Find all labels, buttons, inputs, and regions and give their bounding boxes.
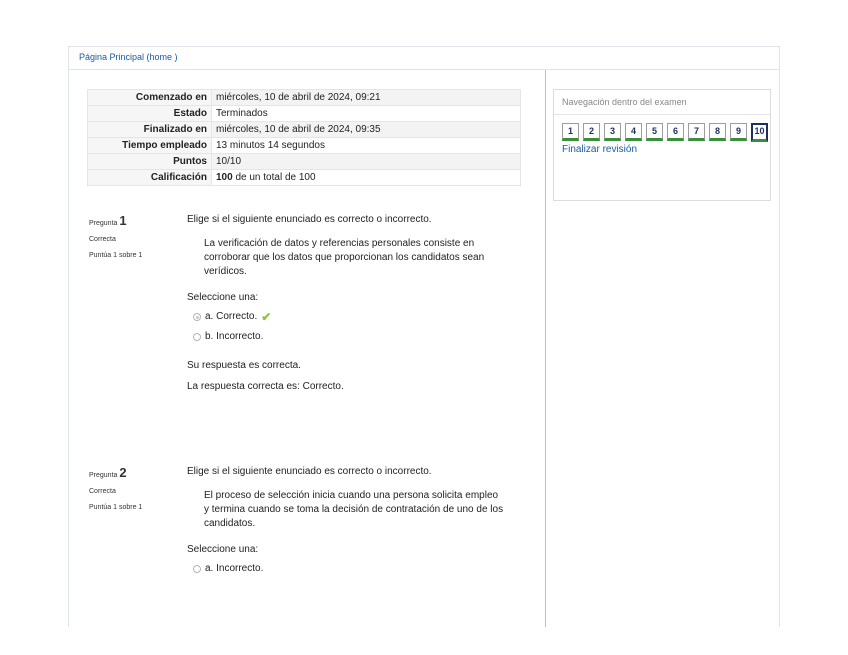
question-text: Elige si el siguiente enunciado es correcto o incorrecto. [187, 214, 432, 225]
nav-question-button[interactable]: 8 [709, 123, 726, 141]
question-number: Pregunta 2 [89, 465, 127, 480]
answer-option-a[interactable] [193, 309, 507, 325]
question-info [89, 465, 184, 516]
correct-answer-text: La respuesta correcta es: Correcto. [187, 381, 344, 392]
quiz-navigation-buttons [554, 115, 770, 142]
question-content [187, 213, 507, 401]
question-statement: La verificación de datos y referencias personales consiste en corroborar que los datos que proporcionan los candidatos sean verídicos. [204, 238, 485, 277]
question-feedback [187, 359, 507, 394]
select-label: Seleccione una: [187, 292, 259, 303]
radio-icon[interactable] [193, 565, 201, 573]
option-label: b. Incorrecto. [205, 331, 264, 342]
question-points: Puntúa 1 sobre 1 [89, 252, 143, 259]
summary-value: 10/10 [212, 154, 521, 170]
nav-question-button[interactable]: 5 [646, 123, 663, 141]
radio-checked-icon[interactable] [193, 313, 201, 321]
nav-question-button[interactable]: 9 [730, 123, 747, 141]
option-label: a. Correcto. [205, 311, 258, 322]
summary-label: Calificación [88, 170, 212, 186]
question-text: Elige si el siguiente enunciado es correcto o incorrecto. [187, 466, 432, 477]
option-label: a. Incorrecto. [205, 563, 264, 574]
attempt-summary-table [87, 89, 521, 186]
summary-value: Terminados [212, 106, 521, 122]
summary-row-grade [88, 170, 521, 186]
summary-value: miércoles, 10 de abril de 2024, 09:35 [212, 122, 521, 138]
breadcrumb-bar [69, 47, 779, 70]
summary-value [212, 170, 521, 186]
summary-row-started [88, 90, 521, 106]
question-content [187, 465, 507, 577]
summary-label: Comenzado en [88, 90, 212, 106]
grade-value: 100 [216, 172, 233, 183]
breadcrumb-home-link[interactable]: Página Principal (home ) [79, 52, 178, 62]
summary-value: 13 minutos 14 segundos [212, 138, 521, 154]
column-divider [545, 70, 546, 627]
quiz-navigation-block [553, 89, 771, 201]
select-label: Seleccione una: [187, 544, 259, 555]
feedback-text: Su respuesta es correcta. [187, 360, 301, 371]
quiz-navigation-title: Navegación dentro del examen [554, 90, 770, 115]
summary-row-time [88, 138, 521, 154]
answer-option-b[interactable] [193, 329, 507, 345]
nav-question-button[interactable]: 7 [688, 123, 705, 141]
finish-review-link[interactable]: Finalizar revisión [562, 144, 638, 155]
correct-check-icon: ✔ [261, 310, 272, 324]
summary-label: Finalizado en [88, 122, 212, 138]
answer-option-a[interactable] [193, 561, 507, 577]
question-status: Correcta [89, 236, 116, 243]
nav-question-button[interactable]: 1 [562, 123, 579, 141]
question-points: Puntúa 1 sobre 1 [89, 504, 143, 511]
summary-label: Tiempo empleado [88, 138, 212, 154]
summary-row-finished [88, 122, 521, 138]
grade-total: de un total de 100 [232, 172, 316, 183]
nav-question-button[interactable]: 4 [625, 123, 642, 141]
question-status: Correcta [89, 488, 116, 495]
radio-icon[interactable] [193, 333, 201, 341]
nav-question-button-current[interactable]: 10 [751, 123, 768, 142]
summary-value: miércoles, 10 de abril de 2024, 09:21 [212, 90, 521, 106]
nav-question-button[interactable]: 3 [604, 123, 621, 141]
nav-question-button[interactable]: 6 [667, 123, 684, 141]
summary-row-state [88, 106, 521, 122]
summary-label: Estado [88, 106, 212, 122]
summary-label: Puntos [88, 154, 212, 170]
nav-question-button[interactable]: 2 [583, 123, 600, 141]
page-frame [68, 46, 780, 627]
summary-row-points [88, 154, 521, 170]
question-statement: El proceso de selección inicia cuando una persona solicita empleo y termina cuando se toma la decisión de contratación de uno de los candidatos. [204, 490, 504, 529]
question-number: Pregunta 1 [89, 213, 127, 228]
question-info [89, 213, 184, 264]
